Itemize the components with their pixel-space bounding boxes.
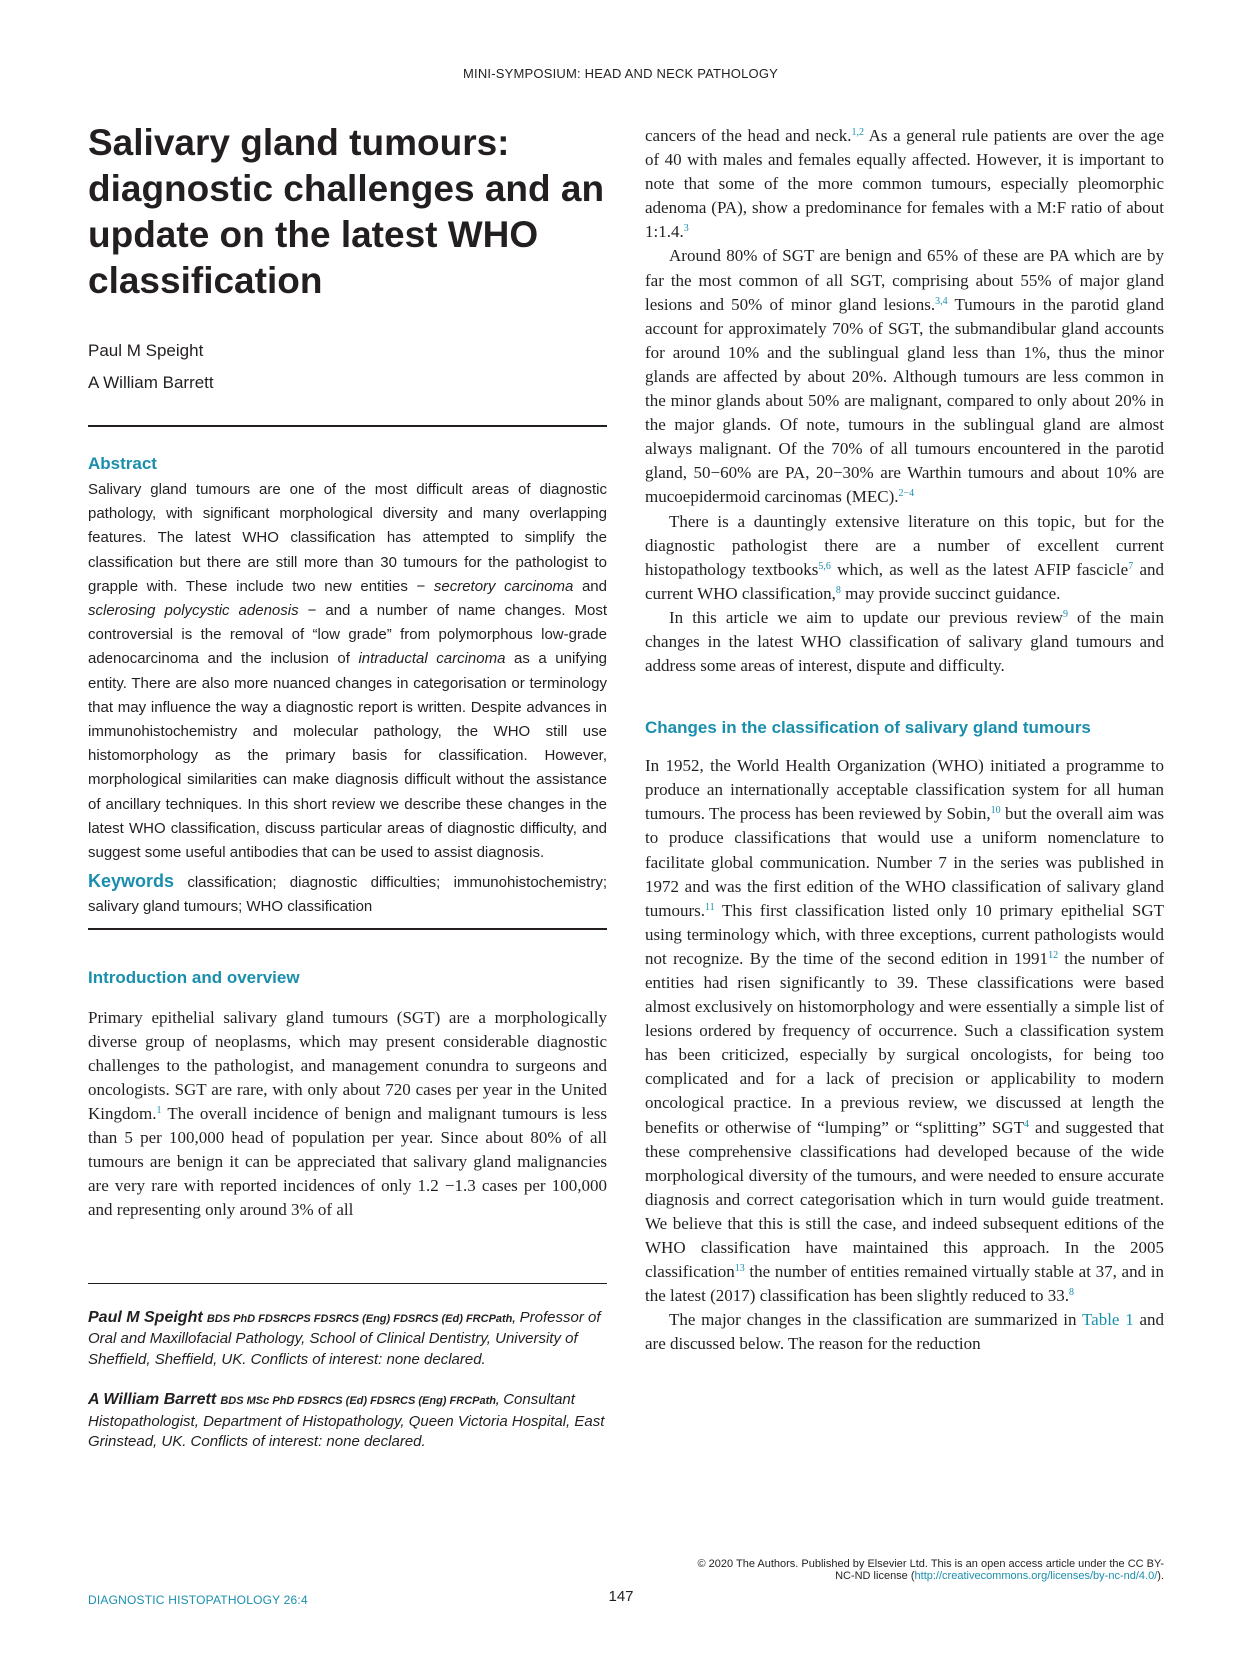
running-head: MINI-SYMPOSIUM: HEAD AND NECK PATHOLOGY xyxy=(462,66,779,81)
citation-link[interactable]: 3 xyxy=(683,223,689,235)
abstract-heading: Abstract xyxy=(88,454,157,473)
author-affiliation: Paul M Speight BDS PhD FDSRCPS FDSRCS (Eng) FDSRCS (Ed) FRCPath, Professor of Oral and Maxillofacial Pathology, School of Clinical Dentistry, University of Sheffield, Sheffield, UK. Conflicts of interest: none declared. xyxy=(88,1308,601,1368)
citation-link[interactable]: 2−4 xyxy=(898,488,915,500)
right-column xyxy=(645,124,1164,1357)
citation-link[interactable]: 10 xyxy=(990,805,1001,817)
section-heading-introduction: Introduction and overview xyxy=(88,967,300,987)
citation-link[interactable]: 8 xyxy=(1068,1287,1074,1299)
citation-link[interactable]: 1,2 xyxy=(851,127,865,138)
abstract-text: Salivary gland tumours are one of the most difficult areas of diagnostic pathology, with significant morphological diversity and many overlapping features. The latest WHO classification has attempted to simplify the classification but there are still more than 30 tumours for the pathologist to grapple with. These include two new entities − secretory carcinoma and sclerosing polycystic adenosis − and a number of name changes. Most controversial is the removal of “low grade” from polymorphous low-grade adenocarcinoma and the inclusion of intraductal carcinoma as a unifying entity. There are also more nuanced changes in categorisation or terminology that may influence the way a diagnostic report is written. Despite advances in immunohistochemistry and molecular pathology, the WHO still use histomorphology as the primary basis for classification. However, morphological similarities can make diagnosis difficult without the assistance of ancillary techniques. In this short review we describe these changes in the latest WHO classification, discuss particular areas of diagnostic difficulty, and suggest some useful antibodies that can be used to assist diagnosis. xyxy=(88,481,608,862)
body-paragraph: The major changes in the classification are summarized in Table 1 and are discussed below. The reason for the reduction xyxy=(645,1310,1165,1354)
citation-link[interactable]: 7 xyxy=(1128,560,1134,572)
citation-link[interactable]: 11 xyxy=(704,901,715,913)
footnote-divider xyxy=(88,1283,607,1284)
citation-link[interactable]: 4 xyxy=(1023,1118,1029,1130)
section-heading-changes: Changes in the classification of salivary gland tumours xyxy=(645,718,1091,738)
citation-link[interactable]: 12 xyxy=(1048,949,1059,961)
author-affiliation: A William Barrett BDS MSc PhD FDSRCS (Ed) FDSRCS (Eng) FRCPath, Consultant Histopathologist, Department of Histopathology, Queen Victoria Hospital, East Grinstead, UK. Conflicts of interest: none declared. xyxy=(88,1391,605,1450)
body-paragraph: Primary epithelial salivary gland tumours (SGT) are a morphologically diverse group of neoplasms, which may present considerable diagnostic challenges to the pathologist, and management conundra to surgeons and oncologists. SGT are rare, with only about 720 cases per year in the United Kingdom.$^1$ The overall incidence of benign and malignant tumours is less than 5 per 100,000 head of population per year. Since about 80% of all tumours are benign it can be appreciated that salivary gland malignancies are very rare with reported incidences of only 1.2 −1.3 cases per 100,000 and representing only around 3% of all xyxy=(88,1007,607,1220)
citation-link[interactable]: 13 xyxy=(734,1263,745,1275)
license-link[interactable]: http://creativecommons.org/licenses/by-nc-nd/4.0/ xyxy=(914,1569,1158,1582)
citation-link[interactable]: 5,6 xyxy=(818,560,831,572)
page-number: 147 xyxy=(608,1588,634,1605)
article-title: Salivary gland tumours: diagnostic challenges and an update on the latest WHO classification xyxy=(88,122,605,301)
left-column xyxy=(88,120,607,1453)
keywords-text: classification; diagnostic difficulties; immunohistochemistry; salivary gland tumours; WHO classification xyxy=(88,874,607,916)
author-name: Paul M Speight xyxy=(88,341,204,360)
keywords xyxy=(88,869,607,919)
table-link[interactable]: Table 1 xyxy=(1081,1310,1134,1330)
body-paragraph: There is a dauntingly extensive literature on this topic, but for the diagnostic pathologist there are a number of excellent current histopathology textbooks$^{5,6}$ which, as well as the latest AFIP fascicle$^7$ and current WHO classification,$^8$ may provide succinct guidance. xyxy=(645,511,1164,603)
author-name: A William Barrett xyxy=(88,373,214,392)
citation-link[interactable]: 1 xyxy=(156,1105,162,1117)
citation-link[interactable]: 3,4 xyxy=(935,295,948,307)
body-paragraph: In 1952, the World Health Organization (WHO) initiated a programme to produce an internationally acceptable classification system for all human tumours. The process has been reviewed by Sobin,$^{10}$ but the overall aim was to produce classifications that would use a uniform nomenclature to facilitate global communication. Number 7 in the series was published in 1972 and was the first edition of the WHO classification of salivary gland tumours.$^{11}$ This first classification listed only 10 primary epithelial SGT using terminology which, with three exceptions, current pathologists would not recognize. By the time of the second edition in 1991$^{12}$ the number of entities had risen significantly to 39. These classifications were based almost exclusively on histomorphology and were essentially a simple list of lesions ordered by frequency of occurrence. Such a classification system has been criticized, especially by surgical oncologists, for being too complicated and for a lack of precision or applicability to modern oncological practice. In a previous review, we discussed at length the benefits or otherwise of “lumping” or “splitting” SGT$^4$ and suggested that these comprehensive classifications had developed because of the wide morphological diversity of the tumours, and were needed to ensure accurate diagnosis and correct categorisation which in turn would guide treatment. We believe that this is still the case, and indeed subsequent editions of the WHO classification have maintained this approach. In the 2005 classification$^{13}$ the number of entities remained virtually stable at 37, and in the latest (2017) classification has been slightly reduced to 33.$^8$ xyxy=(645,756,1165,1306)
journal-name: DIAGNOSTIC HISTOPATHOLOGY 26:4 xyxy=(88,1593,308,1607)
license-notice: © 2020 The Authors. Published by Elsevier Ltd. This is an open access article under the CC BY-NC-ND license (http://creativecommons.org/licenses/by-nc-nd/4.0/). xyxy=(697,1558,1164,1582)
body-paragraph: Around 80% of SGT are benign and 65% of these are PA which are by far the most common of all SGT, comprising about 55% of major gland lesions and 50% of minor gland lesions.$^{3,4}$ Tumours in the parotid gland account for approximately 70% of SGT, the submandibular gland accounts for around 10% and the sublingual gland less than 1%, thus the minor glands are affected by about 20%. Although tumours are less common in the minor glands about 50% are malignant, compared to only about 20% in the major glands. Of note, tumours in the sublingual gland are almost always malignant. Of the 70% of all tumours encountered in the parotid gland, 50−60% are PA, 20−30% are Warthin tumours and about 10% are mucoepidermoid carcinomas (MEC).$^{2-4}$ xyxy=(645,246,1164,507)
citation-link[interactable]: 8 xyxy=(835,584,841,596)
body-paragraph: In this article we aim to update our previous review$^9$ of the main changes in the latest WHO classification of salivary gland tumours and address some areas of interest, dispute and difficulty. xyxy=(645,607,1165,676)
keywords-label: Keywords xyxy=(88,871,175,892)
divider xyxy=(88,928,607,930)
body-paragraph: cancers of the head and neck.$^{1,2}$ As a general rule patients are over the age of 40 with males and females equally affected. However, it is important to note that some of the more common tumours, especially pleomorphic adenoma (PA), show a predominance for females with a M:F ratio of about 1:1.4.$^3$ xyxy=(645,126,1164,242)
divider xyxy=(88,425,607,427)
citation-link[interactable]: 9 xyxy=(1062,608,1068,620)
